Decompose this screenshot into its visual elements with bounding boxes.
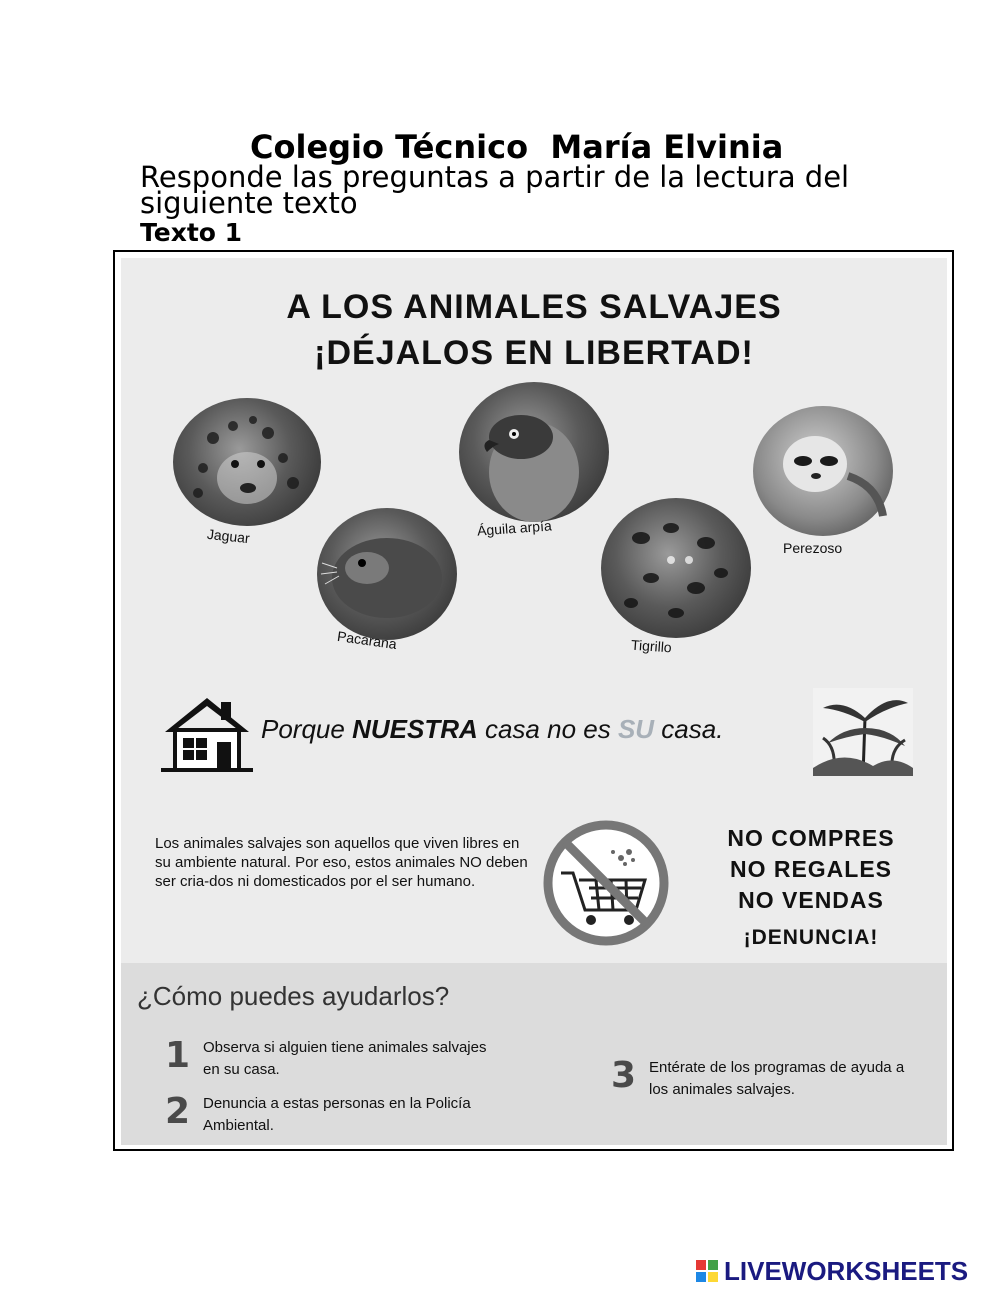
poster-title-line1: A LOS ANIMALES SALVAJES	[286, 288, 782, 326]
poster	[121, 258, 947, 1145]
liveworksheets-brand: LIVEWORKSHEETS	[724, 1256, 969, 1286]
perezoso-caption: Perezoso	[783, 540, 843, 556]
definition-text: Los animales salvajes son aquellos que viven libres en su ambiente natural. Por eso, estos animales NO deben ser cria-dos ni domesticados por el ser humano.	[155, 835, 528, 890]
liveworksheets-logo-icon	[696, 1260, 718, 1282]
jaguar-photo	[173, 398, 321, 526]
perezoso-photo	[753, 406, 893, 536]
slogan-row	[161, 688, 921, 778]
step-text: Observa si alguien tiene animales salvajes en su casa.	[203, 1039, 487, 1078]
no-shopping-cart-icon	[541, 818, 671, 948]
liveworksheets-logo	[696, 1256, 996, 1286]
aguila-photo	[459, 382, 609, 522]
warning-no-compres: NO COMPRES	[727, 825, 895, 851]
help-title: ¿Cómo puedes ayudarlos?	[137, 981, 450, 1011]
step-text: Entérate de los programas de ayuda a los animales salvajes.	[649, 1059, 905, 1098]
help-step-3	[611, 1055, 931, 1105]
poster-frame	[113, 250, 954, 1151]
jaguar-caption: Jaguar	[206, 525, 251, 547]
denuncia-text: ¡DENUNCIA!	[743, 926, 879, 949]
help-section	[121, 963, 947, 1145]
house-icon	[161, 694, 253, 774]
tigrillo-photo	[601, 498, 751, 638]
jungle-icon	[813, 688, 913, 776]
pacarana-photo	[317, 508, 457, 640]
help-step-2	[165, 1091, 545, 1141]
warnings-block	[691, 823, 931, 950]
poster-title-line2: ¡DÉJALOS EN LIBERTAD!	[314, 334, 754, 372]
aguila-caption: Águila arpía	[476, 517, 553, 539]
step-number: 1	[165, 1035, 191, 1076]
help-step-1	[165, 1035, 525, 1085]
warning-no-vendas: NO VENDAS	[738, 887, 884, 913]
tigrillo-caption: Tigrillo	[630, 636, 673, 656]
step-text: Denuncia a estas personas en la Policía Ambiental.	[203, 1095, 471, 1134]
instructions-text: Responde las preguntas a partir de la lectura del siguiente texto	[140, 160, 850, 220]
step-number: 3	[611, 1055, 637, 1096]
slogan-text: Porque NUESTRA casa no es SU casa.	[261, 714, 724, 744]
school-title: Colegio Técnico María Elvinia	[250, 128, 784, 166]
text-label: Texto 1	[140, 218, 243, 247]
pacarana-caption: Pacarana	[336, 627, 398, 653]
step-number: 2	[165, 1091, 191, 1132]
warning-no-regales: NO REGALES	[729, 856, 893, 882]
